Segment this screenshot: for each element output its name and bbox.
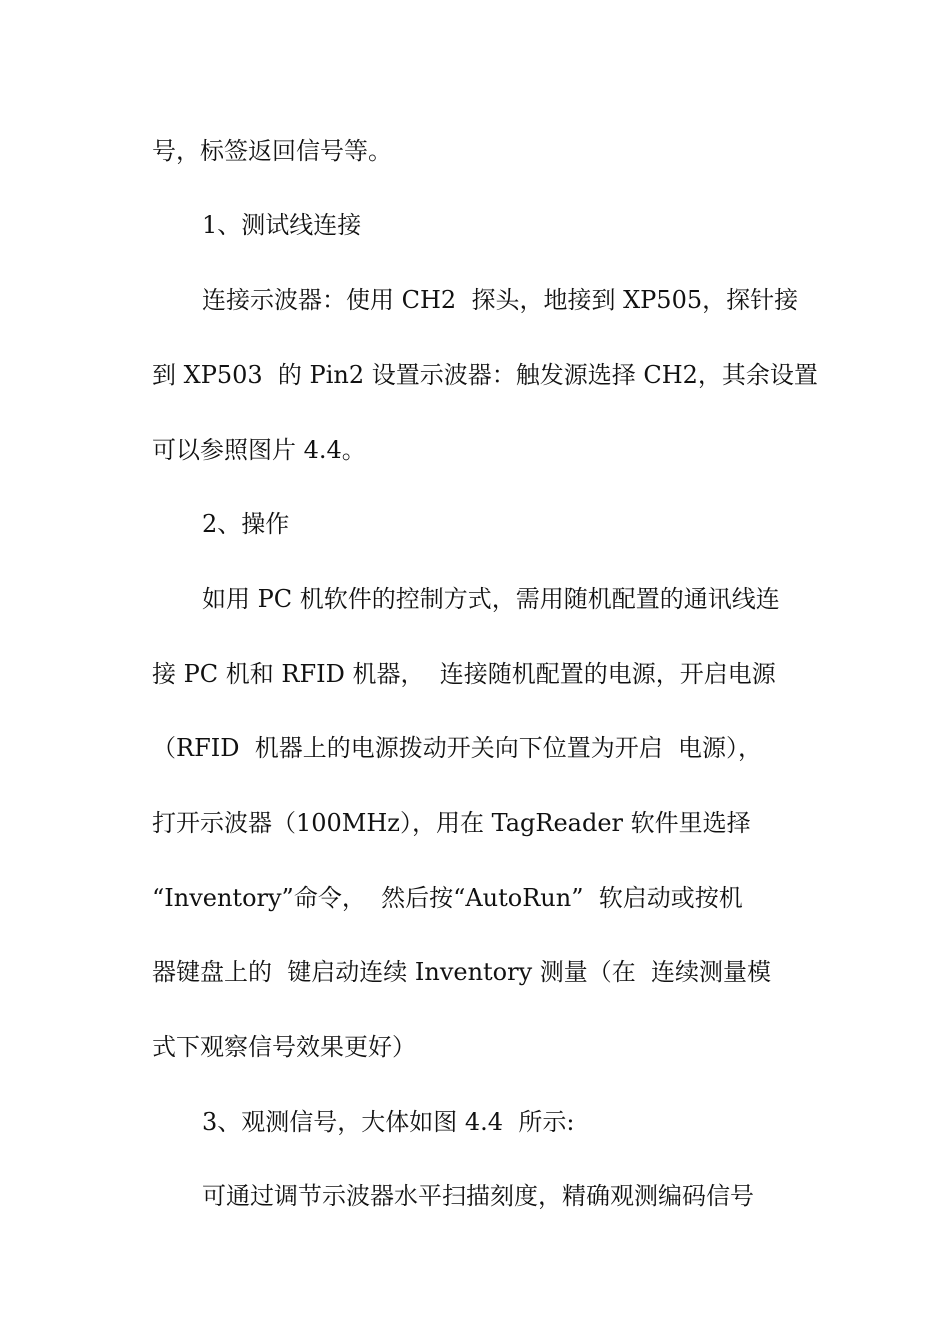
paragraph-line: 接 PC 机和 RFID 机器， 连接随机配置的电源，开启电源 bbox=[152, 660, 776, 688]
paragraph-line: 器键盘上的 键启动连续 Inventory 测量（在 连续测量模 bbox=[152, 958, 772, 986]
section-heading: 3、观测信号，大体如图 4.4 所示: bbox=[202, 1108, 575, 1136]
paragraph-line: 式下观察信号效果更好） bbox=[152, 1033, 416, 1061]
paragraph-line: 号，标签返回信号等。 bbox=[152, 137, 392, 165]
paragraph-line: 可通过调节示波器水平扫描刻度，精确观测编码信号 bbox=[202, 1182, 754, 1210]
paragraph-line: 连接示波器：使用 CH2 探头，地接到 XP505，探针接 bbox=[202, 286, 799, 314]
paragraph-line: 到 XP503 的 Pin2 设置示波器：触发源选择 CH2，其余设置 bbox=[152, 361, 818, 389]
section-heading: 2、操作 bbox=[202, 510, 290, 538]
paragraph-line: （RFID 机器上的电源拨动开关向下位置为开启 电源）， bbox=[152, 734, 762, 762]
paragraph-line: 可以参照图片 4.4。 bbox=[152, 436, 366, 464]
paragraph-line: 打开示波器（100MHz），用在 TagReader 软件里选择 bbox=[152, 809, 751, 837]
section-heading: 1、测试线连接 bbox=[202, 211, 362, 239]
paragraph-line: 如用 PC 机软件的控制方式，需用随机配置的通讯线连 bbox=[202, 585, 780, 613]
paragraph-line: “Inventory”命令， 然后按“AutoRun” 软启动或按机 bbox=[152, 884, 743, 912]
